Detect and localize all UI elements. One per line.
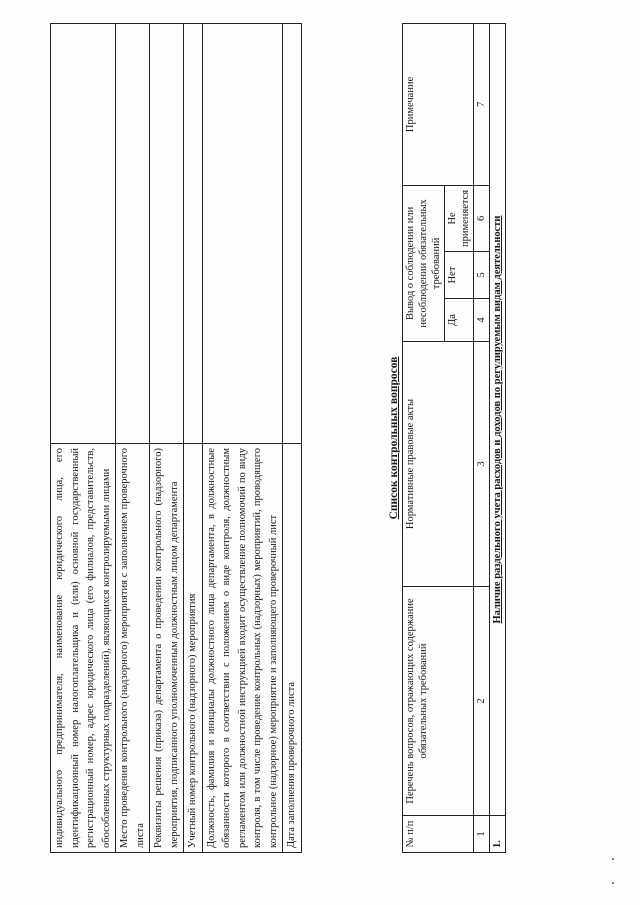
header-conclusion: Вывод о соблюдении или несоблюдении обязательных требований xyxy=(403,185,445,341)
header-row xyxy=(403,24,445,853)
info-table xyxy=(50,23,302,853)
info-label: Учетный номер контрольного (надзорного) мероприятия xyxy=(184,444,203,853)
info-row xyxy=(150,24,184,853)
info-row xyxy=(184,24,203,853)
info-label: Дата заполнения проверочного листа xyxy=(283,444,302,853)
info-label: Должность, фамилия и инициалы должностного лица департамента, в должностные обязанности которого в соответствии с положением о виде контроля, должностным регламентом или должностной инструкцией входит осуществление полномочий по виду контроля, в том числе проведение контрольных (надзорных) мероприятий, проводящего контрольное (надзорное) мероприятие и заполняющего проверочный лист xyxy=(202,444,283,853)
section-title-cell xyxy=(490,24,506,816)
column-number: 7 xyxy=(474,24,490,186)
column-number-row xyxy=(474,24,490,853)
info-label: индивидуального предпринимателя, наименование юридического лица, его идентификационный номер налогоплательщика и (или) основной государственный регистрационный номер, адрес юридического лица (его филиалов, представительств, обособленных структурных подразделений), являющихся контролируемыми лицами xyxy=(51,444,116,853)
header-yes: Да xyxy=(445,299,474,342)
section-title: Наличие раздельного учета расходов и доходов по регулируемым видам деятельности xyxy=(492,215,503,624)
section-number: 1. xyxy=(490,816,506,853)
scan-speck xyxy=(612,858,614,860)
list-title: Список контрольных вопросов xyxy=(388,356,400,520)
info-row xyxy=(116,24,150,853)
questions-table xyxy=(402,23,506,853)
column-number: 3 xyxy=(474,342,490,587)
header-list: Перечень вопросов, отражающих содержание обязательных требований xyxy=(403,587,474,816)
section-row xyxy=(490,24,506,853)
info-row xyxy=(51,24,116,853)
column-number: 2 xyxy=(474,587,490,816)
info-value xyxy=(51,24,116,444)
header-num: № п/п xyxy=(403,816,474,853)
info-row xyxy=(283,24,302,853)
column-number: 1 xyxy=(474,816,490,853)
info-value xyxy=(283,24,302,444)
info-value xyxy=(184,24,203,444)
header-acts: Нормативные правовые акты xyxy=(403,342,474,587)
column-number: 5 xyxy=(474,252,490,299)
info-label: Место проведения контрольного (надзорного) мероприятия с заполнением проверочного листа xyxy=(116,444,150,853)
header-note: Примечание xyxy=(403,24,474,186)
header-no: Нет xyxy=(445,252,474,299)
column-number: 6 xyxy=(474,185,490,251)
info-value xyxy=(116,24,150,444)
header-na: Не применяется xyxy=(445,185,474,251)
info-value xyxy=(150,24,184,444)
column-number: 4 xyxy=(474,299,490,342)
info-row xyxy=(202,24,283,853)
info-value xyxy=(202,24,283,444)
scan-speck xyxy=(612,882,614,884)
info-label: Реквизиты решения (приказа) департамента о проведении контрольного (надзорного) мероприятия, подписанного уполномоченным должностным лицом департамента xyxy=(150,444,184,853)
